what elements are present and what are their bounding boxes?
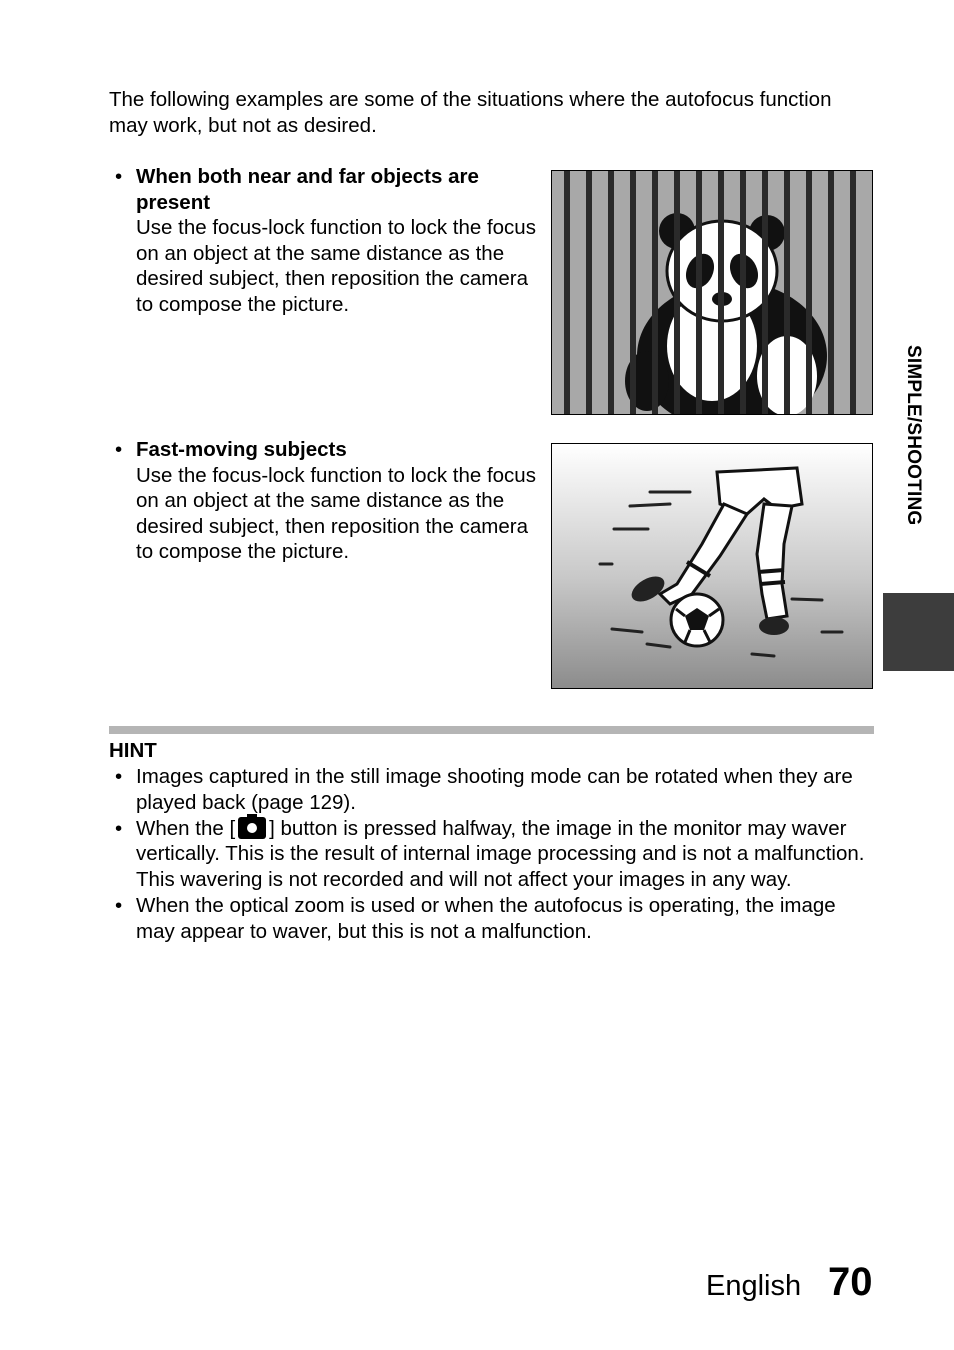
- section-tab-label: SIMPLE/SHOOTING: [903, 345, 924, 526]
- hint-text-after: ] button is pressed halfway, the image in the monitor may waver vertically. This is the result of internal image processing and is not a malfunction. This wavering is not recorded and will not affect your images in any way.: [136, 816, 865, 892]
- example-near-far-objects: [109, 164, 539, 317]
- example-text: Use the focus-lock function to lock the focus on an object at the same distance as the desired subject, then reposition the camera to compose the picture.: [136, 463, 536, 563]
- intro-paragraph: The following examples are some of the situations where the autofocus function may work, but not as desired.: [109, 88, 832, 137]
- hint-item: [109, 764, 874, 816]
- section-tab-marker: [883, 593, 954, 671]
- camera-icon: [238, 817, 266, 839]
- bullet: •: [115, 893, 123, 917]
- soccer-player-illustration: [551, 443, 873, 689]
- example-text: Use the focus-lock function to lock the focus on an object at the same distance as the desired subject, then reposition the camera to compose the picture.: [136, 216, 536, 316]
- bullet: •: [115, 816, 123, 840]
- hint-item: [109, 893, 874, 945]
- example-heading: When both near and far objects are present: [136, 165, 479, 214]
- hint-item: [109, 816, 874, 893]
- hint-list: [109, 764, 874, 945]
- hint-title: HINT: [109, 739, 157, 762]
- footer-language: English: [706, 1270, 802, 1302]
- hint-text-before: When the [: [136, 816, 236, 840]
- example-fast-moving-subjects: [109, 437, 539, 565]
- bullet: •: [115, 765, 123, 788]
- example-heading: Fast-moving subjects: [136, 438, 347, 461]
- hint-text: Images captured in the still image shooting mode can be rotated when they are played back (page 129).: [136, 765, 853, 814]
- panda-behind-bars-illustration: [551, 170, 873, 415]
- page-number: 70: [828, 1260, 873, 1304]
- bullet: •: [115, 165, 123, 188]
- bullet: •: [115, 438, 123, 461]
- hint-divider: [109, 726, 874, 734]
- hint-text: When the optical zoom is used or when the autofocus is operating, the image may appear to waver, but this is not a malfunction.: [136, 893, 836, 943]
